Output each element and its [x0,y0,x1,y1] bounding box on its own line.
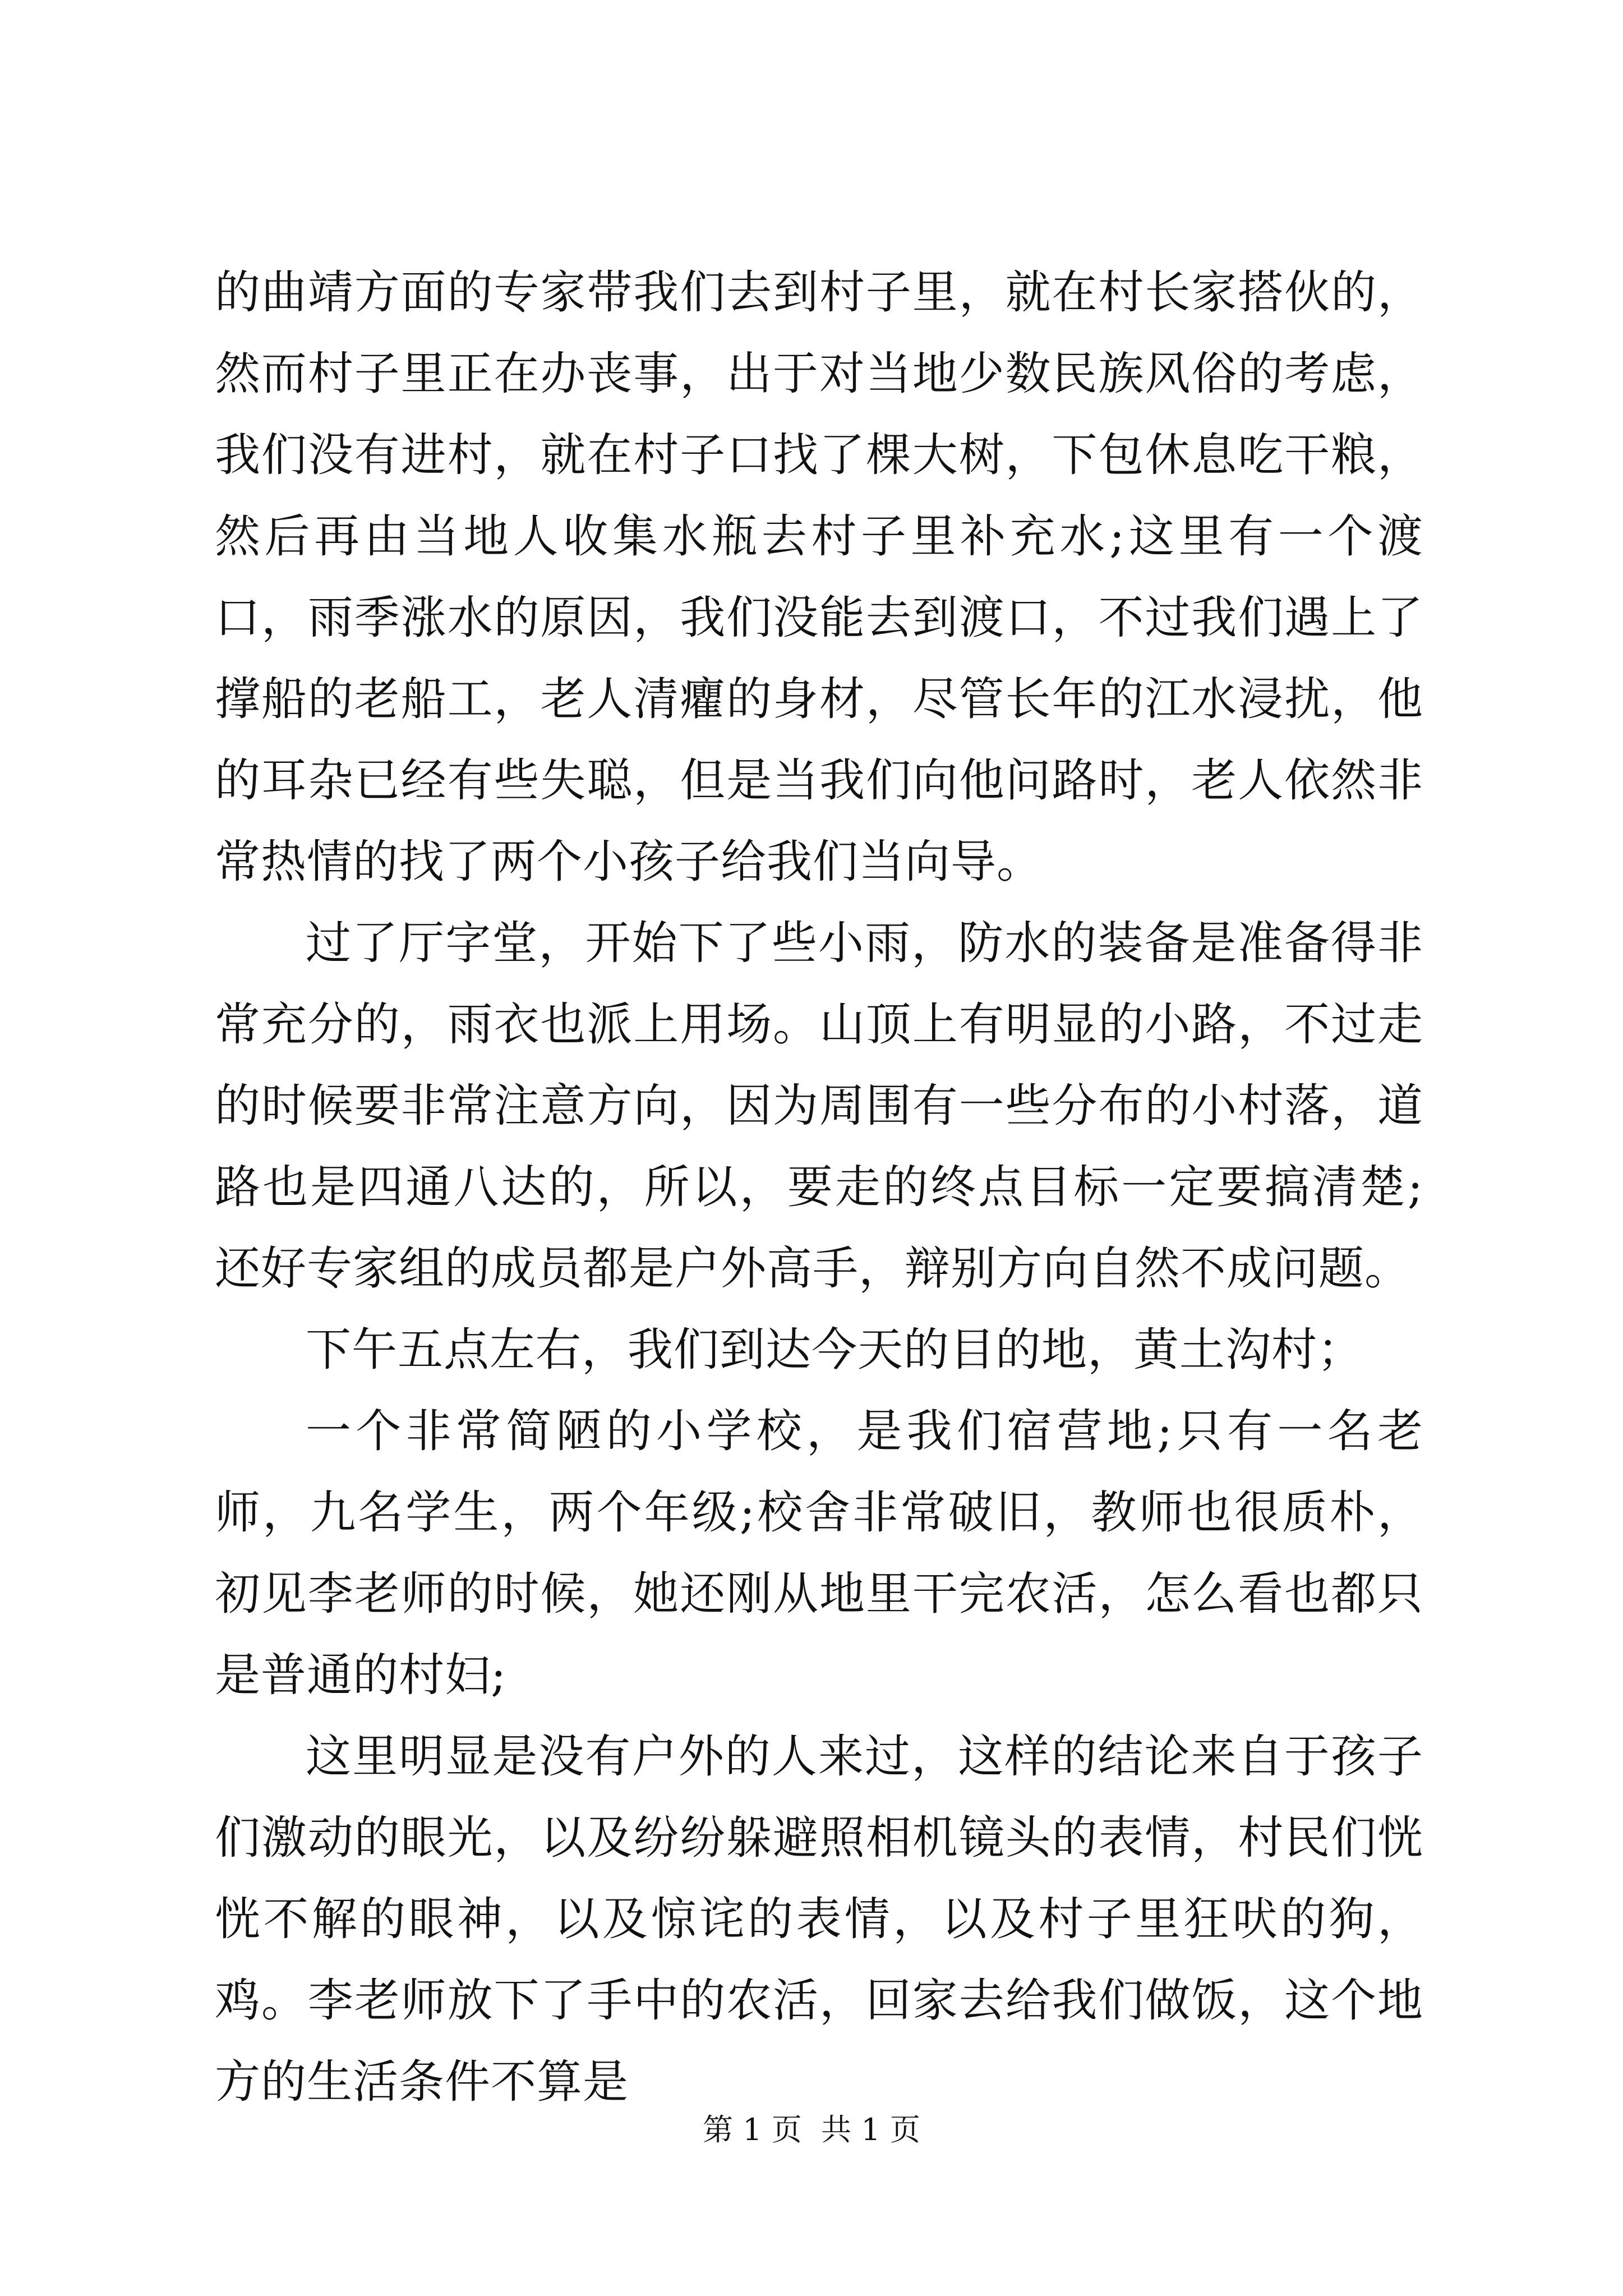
paragraph-3: 下午五点左右，我们到达今天的目的地，黄土沟村； [306,1324,1364,1377]
paragraph-4: 一个非常简陋的小学校，是我们宿营地;只有一名老师，九名学生，两个年级;校舍非常破旧，教师也很质朴，初见李老师的时候，她还刚从地里干完农活，怎么看也都只是普通的村妇; [215,1405,1423,1702]
document-body [215,252,1423,2123]
paragraph-1: 的曲靖方面的专家带我们去到村子里，就在村长家搭伙的，然而村子里正在办丧事，出于对当地少数民族风俗的考虑，我们没有进村，就在村子口找了棵大树，下包休息吃干粮，然后再由当地人收集水瓶去村子里补充水;这里有一个渡口，雨季涨水的原因，我们没能去到渡口，不过我们遇上了撑船的老船工，老人清癯的身材，尽管长年的江水浸扰，他的耳杂已经有些失聪，但是当我们向他问路时，老人依然非常热情的找了两个小孩子给我们当向导。 [215,266,1423,889]
page-footer: 第 1 页 共 1 页 [703,2112,920,2147]
paragraph-5: 这里明显是没有户外的人来过，这样的结论来自于孩子们激动的眼光，以及纷纷躲避照相机镜头的表情，村民们恍恍不解的眼神，以及惊诧的表情，以及村子里狂吠的狗，鸡。李老师放下了手中的农活，回家去给我们做饭，这个地方的生活条件不算是 [215,1731,1423,2109]
paragraph-2: 过了厅字堂，开始下了些小雨，防水的装备是准备得非常充分的，雨衣也派上用场。山顶上有明显的小路，不过走的时候要非常注意方向，因为周围有一些分布的小村落，道路也是四通八达的，所以，要走的终点目标一定要搞清楚;还好专家组的成员都是户外高手，辩别方向自然不成问题。 [215,917,1423,1295]
